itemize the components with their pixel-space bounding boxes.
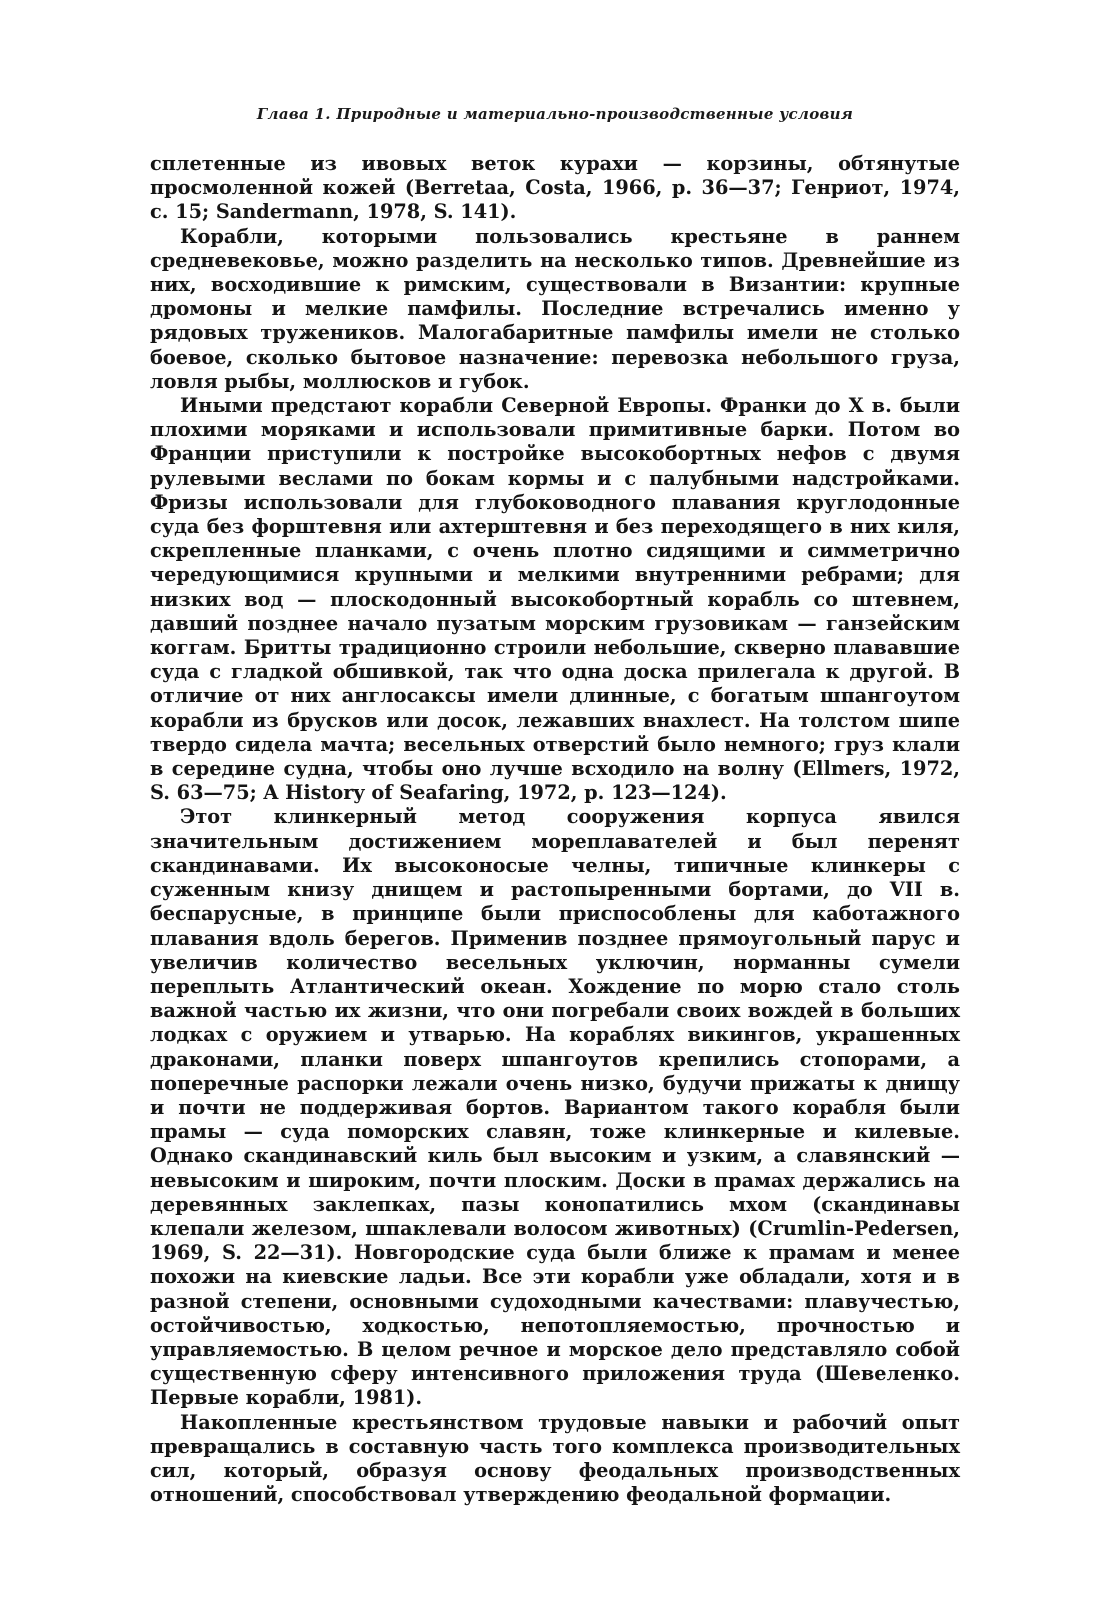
paragraph-ship-types: Корабли, которыми пользовались крестьяне в раннем средневековье, можно разделить на несколько типов. Древнейшие из них, восходившие к римским, существовали в Византии: крупные дромоны и мелкие памфилы. Последние встречались именно у рядовых тружеников. Малогабаритные памфилы имели не столько боевое, сколько бытовое назначение: перевозка небольшого груза, ловля рыбы, моллюсков и губок.: [150, 224, 960, 393]
paragraph-clinker-method: Этот клинкерный метод сооружения корпуса явился значительным достижением мореплавателей и был перенят скандинавами. Их высоконосые челны, типичные клинкеры с суженным книзу днищем и растопыренными бортами, до VII в. беспарусные, в принципе были приспособлены для каботажного плавания вдоль берегов. Применив позднее прямоугольный парус и увеличив количество весельных уключин, норманны сумели переплыть Атлантический океан. Хождение по морю стало столь важной частью их жизни, что они погребали своих вождей в больших лодках с оружием и утварью. На кораблях викингов, украшенных драконами, планки поверх шпангоутов крепились стопорами, а поперечные распорки лежали очень низко, будучи прижаты к днищу и почти не поддерживая бортов. Вариантом такого корабля были прамы — суда поморских славян, тоже клинкерные и килевые. Однако скандинавский киль был высоким и узким, а славянский — невысоким и широким, почти плоским. Доски в прамах держались на деревянных заклепках, пазы конопатились мхом (скандинавы клепали железом, шпаклевали волосом животных) (Crumlin-Pedersen, 1969, S. 22—31). Новгородские суда были ближе к прамам и менее похожи на киевские ладьи. Все эти корабли уже обладали, хотя и в разной степени, основными судоходными качествами: плавучестью, остойчивостью, ходкостью, непотопляемостью, прочностью и управляемостью. В целом речное и морское дело представляло собой существенную сферу интенсивного приложения труда (Шевеленко. Первые корабли, 1981).: [150, 805, 960, 1410]
paragraph-northern-europe: Иными предстают корабли Северной Европы. Франки до X в. были плохими моряками и использовали примитивные барки. Потом во Франции приступили к постройке высокобортных нефов с двумя рулевыми веслами по бокам кормы и с палубными надстройками. Фризы использовали для глубоководного плавания круглодонные суда без форштевня или ахтерштевня и без переходящего в них киля, скрепленные планками, с очень плотно сидящими и симметрично чередующимися крупными и мелкими внутренними ребрами; для низких вод — плоскодонный высокобортный корабль со штевнем, давший позднее начало пузатым морским грузовикам — ганзейским коггам. Бритты традиционно строили небольшие, скверно плававшие суда с гладкой обшивкой, так что одна доска прилегала к другой. В отличие от них англосаксы имели длинные, с богатым шпангоутом корабли из брусков или досок, лежавших внахлест. На толстом шипе твердо сидела мачта; весельных отверстий было немного; груз клали в середине судна, чтобы оно лучше всходило на волну (Ellmers, 1972, S. 63—75; A History of Seafaring, 1972, p. 123—124).: [150, 394, 960, 805]
body-text: [150, 152, 960, 1507]
paragraph-conclusion: Накопленные крестьянством трудовые навыки и рабочий опыт превращались в составную часть того комплекса производительных сил, который, образуя основу феодальных производственных отношений, способствовал утверждению феодальной формации.: [150, 1410, 960, 1507]
paragraph-continuation: сплетенные из ивовых веток курахи — корзины, обтянутые просмоленной кожей (Berretaa, Costa, 1966, p. 36—37; Генриот, 1974, с. 15; Sandermann, 1978, S. 141).: [150, 152, 960, 224]
running-head: Глава 1. Природные и материально-производственные условия: [256, 105, 854, 123]
